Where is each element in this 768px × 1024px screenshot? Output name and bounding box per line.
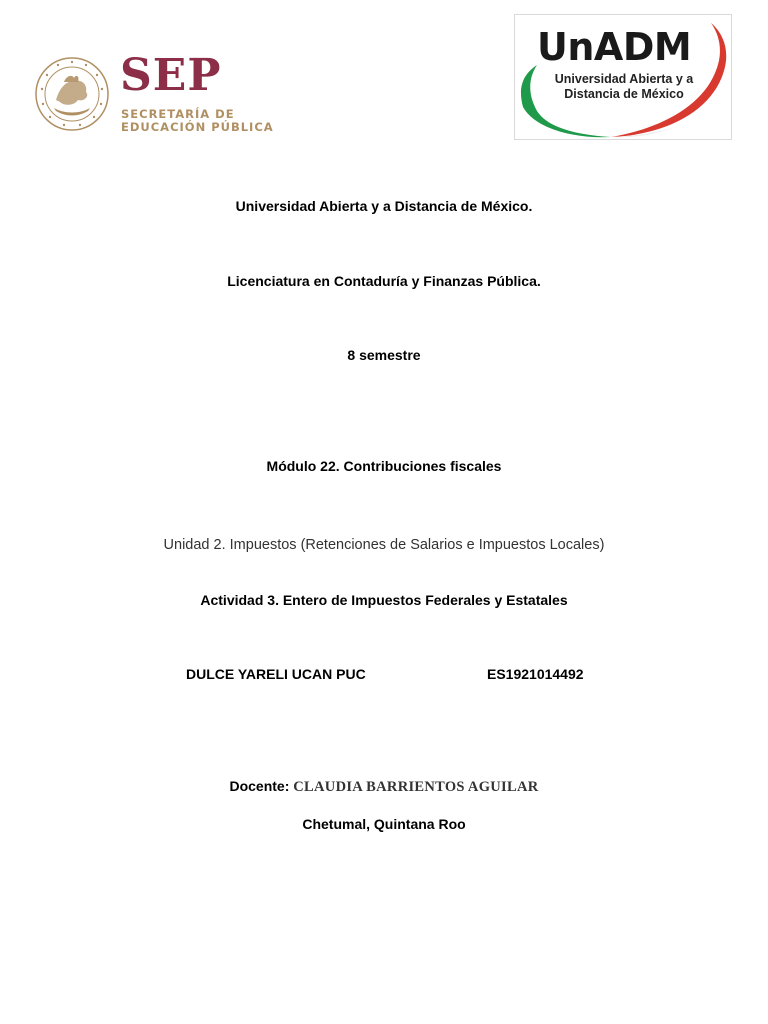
unadm-subtitle-line1: Universidad Abierta y a — [554, 72, 694, 86]
university-name: Universidad Abierta y a Distancia de México. — [235, 198, 533, 214]
activity-title: Actividad 3. Entero de Impuestos Federales y Estatales — [200, 592, 568, 608]
teacher-name: CLAUDIA BARRIENTOS AGUILAR — [293, 779, 539, 795]
unit-title: Unidad 2. Impuestos (Retenciones de Salarios e Impuestos Locales) — [163, 537, 605, 553]
student-id: ES1921014492 — [487, 666, 584, 682]
student-name: DULCE YARELI UCAN PUC — [186, 666, 366, 682]
degree-name: Licenciatura en Contaduría y Finanzas Pública. — [227, 273, 541, 289]
sep-subtitle-line1: SECRETARÍA DE — [121, 107, 235, 121]
teacher-line — [0, 777, 768, 796]
national-seal-icon — [34, 56, 110, 132]
unadm-wordmark: UnADM — [537, 25, 692, 69]
sep-wordmark: SEP — [120, 50, 222, 101]
module-title: Módulo 22. Contribuciones fiscales — [266, 458, 502, 474]
teacher-label: Docente: — [229, 778, 294, 794]
sep-subtitle-line2: EDUCACIÓN PÚBLICA — [121, 120, 274, 134]
semester: 8 semestre — [347, 347, 421, 363]
unadm-logo — [514, 14, 732, 140]
sep-logo — [34, 50, 274, 136]
unadm-subtitle-line2: Distancia de México — [564, 87, 684, 101]
location: Chetumal, Quintana Roo — [302, 816, 466, 832]
